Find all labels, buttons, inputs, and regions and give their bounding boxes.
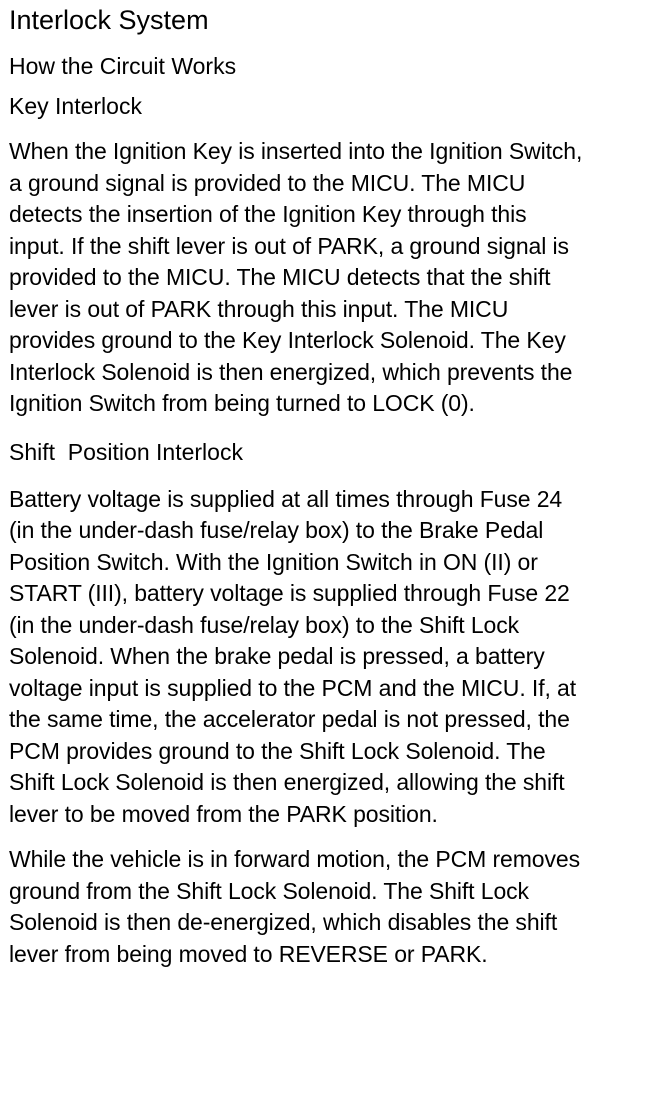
paragraph	[9, 136, 664, 420]
section-shift-position-interlock	[9, 439, 664, 971]
section-key-interlock	[9, 93, 664, 420]
text-line: Battery voltage is supplied at all times through Fuse 24	[9, 485, 563, 512]
text-line: Ignition Switch from being turned to LOCK (0).	[9, 390, 475, 416]
document-subtitle: How the Circuit Works	[9, 53, 237, 79]
text-line: Solenoid is then de-energized, which disables the shift	[9, 909, 558, 935]
text-line: PCM provides ground to the Shift Lock Solenoid. The	[9, 737, 546, 764]
text-line: (in the under-dash fuse/relay box) to the Shift Lock	[9, 611, 520, 638]
text-line: lever to be moved from the PARK position.	[9, 800, 438, 827]
text-line: lever is out of PARK through this input. The MICU	[9, 295, 509, 322]
document-title: Interlock System	[9, 5, 209, 35]
text-line: When the Ignition Key is inserted into the Ignition Switch,	[9, 138, 583, 164]
text-line: START (III), battery voltage is supplied through Fuse 22	[9, 580, 570, 606]
text-line: Solenoid. When the brake pedal is pressed, a battery	[9, 643, 545, 669]
paragraph	[9, 844, 664, 970]
text-line: the same time, the accelerator pedal is not pressed, the	[9, 706, 570, 732]
text-line: voltage input is supplied to the PCM and the MICU. If, at	[9, 674, 577, 701]
text-line: Shift Lock Solenoid is then energized, allowing the shift	[9, 769, 565, 795]
text-line: (in the under-dash fuse/relay box) to the Brake Pedal	[9, 517, 544, 543]
text-line: lever from being moved to REVERSE or PARK.	[9, 940, 488, 967]
paragraph	[9, 484, 664, 831]
text-line: input. If the shift lever is out of PARK, a ground signal is	[9, 232, 569, 259]
text-line: a ground signal is provided to the MICU. The MICU	[9, 169, 526, 196]
section-heading: Key Interlock	[9, 93, 142, 119]
text-line: detects the insertion of the Ignition Key through this	[9, 201, 527, 227]
text-line: provided to the MICU. The MICU detects that the shift	[9, 264, 551, 290]
text-line: Interlock Solenoid is then energized, which prevents the	[9, 358, 573, 385]
text-line: ground from the Shift Lock Solenoid. The Shift Lock	[9, 877, 529, 904]
text-line: Position Switch. With the Ignition Switch in ON (II) or	[9, 548, 538, 575]
section-heading: Shift Position Interlock	[9, 438, 243, 465]
text-line: provides ground to the Key Interlock Solenoid. The Key	[9, 327, 566, 353]
text-line: While the vehicle is in forward motion, the PCM removes	[9, 846, 580, 872]
